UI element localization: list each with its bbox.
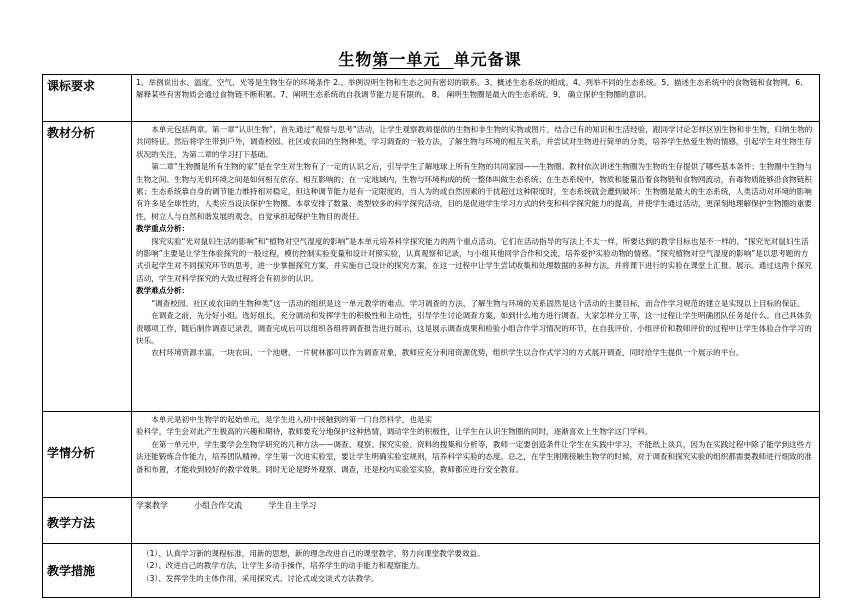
materials-p1: 本单元包括两章。第一章“认识生物”，首先通过“观察与思考”活动，让学生观察教师提供的生物和非生物的实物或图片，结合已有的知识和生活经验，跟同学讨论怎样区别生物和非生物，归纳生物的共同特征。然后将学生带到户外，调查校园、社区或农田的生物种类，学习调查的一般方法，了解生物与环境的相互关系，并尝试对生物进行简单的分类，培养学生热爱生物的情感，引起学生对生物生存状况的关注，为第二章的学习打下基础。	[136, 125, 813, 159]
materials-p4: “调查校园、社区或农田的生物种类”这一活动的组织是这一单元教学的难点。学习调查的方法、了解生物与环境的关系固然是这个活动的主要目标，而合作学习规范的建立是实现以上目标的保证。	[151, 298, 805, 308]
key-points-heading: 教学重点分析：	[136, 224, 190, 234]
content-measures	[132, 544, 820, 598]
measure-item: （1）、认真学习新的课程标准，用新的思想，新的理念改进自己的课堂教学，努力向课堂教学要效益。	[142, 549, 485, 558]
row-standards	[43, 75, 820, 122]
row-measures	[43, 544, 820, 598]
content-students	[132, 412, 820, 498]
measure-item: （3）、发挥学生的主体作用，采用探究式、讨论式或交谈式方法教学。	[142, 573, 379, 583]
label-materials: 教材分析	[43, 122, 132, 412]
label-measures: 教学措施	[43, 544, 132, 598]
title-subject: 生物	[338, 50, 373, 69]
students-l1: 本单元是初中生物学的起始单元，是学生进入初中接触到的第一门自然科学，也是实	[151, 415, 433, 424]
label-methods: 教学方法	[43, 498, 132, 544]
content-materials	[132, 122, 820, 412]
materials-p5: 在调查之前，先分好小组。选好组长，充分调动和发挥学生的积极性和主动性，引导学生讨论调查方案，如到什么地方进行调查、大家怎样分工等，这一过程让学生明确团队任务是什么。自己具体负责哪项工作，随后制作调查记录表，调查完成后可以组织各组将调查报告进行展示，这是展示调查成果和检验小组合作学习情况的环节，在自我评价、小组评价和教师评价的过程中让学生体验合作学习的快乐。	[136, 311, 812, 345]
students-l2: 验科学，学生会对此产生极高的兴趣和期待，教师要充分地保护这种热情，调动学生的积极性，让学生在认识生物圈的同时，逐渐喜欢上生物学这门学科。	[136, 427, 653, 437]
row-materials	[43, 122, 820, 412]
materials-p3: 探究实验“光对鼠妇生活的影响”和“植物对空气湿度的影响”是本单元培养科学探究能力的两个重点活动。它们在活动指导的写法上不太一样，所要达到的教学目标也是不一样的。“探究光对鼠妇生活的影响”主要是让学生体验探究的一般过程，模仿控制实验变量和设计对照实验，认真观察和记录，与小组其他同学合作和交流，培养爱护实验动物的情感。“探究植物对空气湿度的影响”是以思考题的方式引起学生对不同探究环节的思考，进一步掌握探究方案，并实施自己设计的探究方案，在这一过程中让学生尝试收集和处理数据的多种方法，并将课下进行的实验在课堂上汇报、展示。通过这两个探究活动，学生对科学探究的大致过程将会有初步的认识。	[136, 236, 812, 283]
label-students: 学情分析	[43, 412, 132, 498]
methods-text: 学案教学 小组合作交流 学生自主学习	[136, 501, 317, 510]
materials-p2: 第二章“生物圈是所有生物的家”是在学生对生物有了一定的认识之后，引导学生了解地球上所有生物的共同家园——生物圈。教材依次讲述生物圈为生物的生存提供了哪些基本条件；生物圈中生物与生物之间、生物与无机环境之间是如何相互依存、相互影响的；在一定地域内，生物与环境构成的统一整体叫做生态系统；在生态系统中，物质和能量沿着食物链和食物网流动，有毒物质能够沿食物链积累；生态系统靠自身的调节能力维持相对稳定，但这种调节能力是有一定限度的，当人为的或自然因素的干扰超过这种限度时，生态系统就会遭到破坏；生物圈是最大的生态系统，人类活动对环境的影响有许多是全球性的，人类应当设法保护生物圈。本章安排了数量、类型较多的科学探究活动，目的是促进学生学习方式的转变和科学探究能力的提高，并使学生通过活动，更深刻地理解保护生物圈的重要性，树立人与自然和谐发展的观念，自觉承担起保护生物目的责任。	[136, 162, 813, 221]
row-methods	[43, 498, 820, 544]
title-plan: 单元备课	[453, 50, 522, 69]
content-methods	[132, 498, 820, 544]
standards-text: 1、举例说出水、温度、空气、光等是生物生存的环境条件 2.、举例说明生物和生态之间有密切的联系。3、概述生态系统的组成。4、列举不同的生态系统。5、描述生态系统中的食物链和食物网。6、解释某些有害物质会通过食物链不断积累。7、阐明生态系统的自我调节能力是有限的。 8、 阐明生物圈是最大的生态系统。9、 确立保护生物圈的意识。	[136, 78, 808, 100]
difficulty-heading: 教学难点分析：	[136, 286, 190, 296]
materials-p6: 农村环境资源丰富，一块农田、一个池塘、一片树林都可以作为调查对象，教师应充分利用资源优势，组织学生以合作式学习的方式展开调查，同时给学生提供一个展示的平台。	[151, 348, 744, 358]
row-students	[43, 412, 820, 498]
students-l3: 在第一单元中，学生要学会生物学研究的几种方法——调查、观察、探究实验、资料的搜集和分析等，教师一定要创造条件让学生在实践中学习，不能纸上谈兵，因为在实践过程中除了能学到这些方法还能锻炼合作能力，培养团队精神。学生第一次进实验室，要让学生明确实验室规则，培养科学实验的态度。总之，在学生刚刚接触生物学的时候，对于调查和探究实验的组织都需要教师进行细致的准备和布置，才能收到较好的教学效果。同时无论是野外观察、调查，还是校内实验室实验，教师都应进行安全教育。	[136, 439, 812, 474]
page-title	[0, 47, 860, 70]
content-standards	[132, 75, 820, 122]
title-unit: 第一单元	[372, 50, 441, 69]
lesson-plan-table	[42, 74, 820, 598]
measure-item: （2）、改进自己的教学方法，让学生多动手操作，培养学生的动手能力和观察能力。	[142, 561, 424, 571]
label-standards: 课标要求	[43, 75, 132, 122]
